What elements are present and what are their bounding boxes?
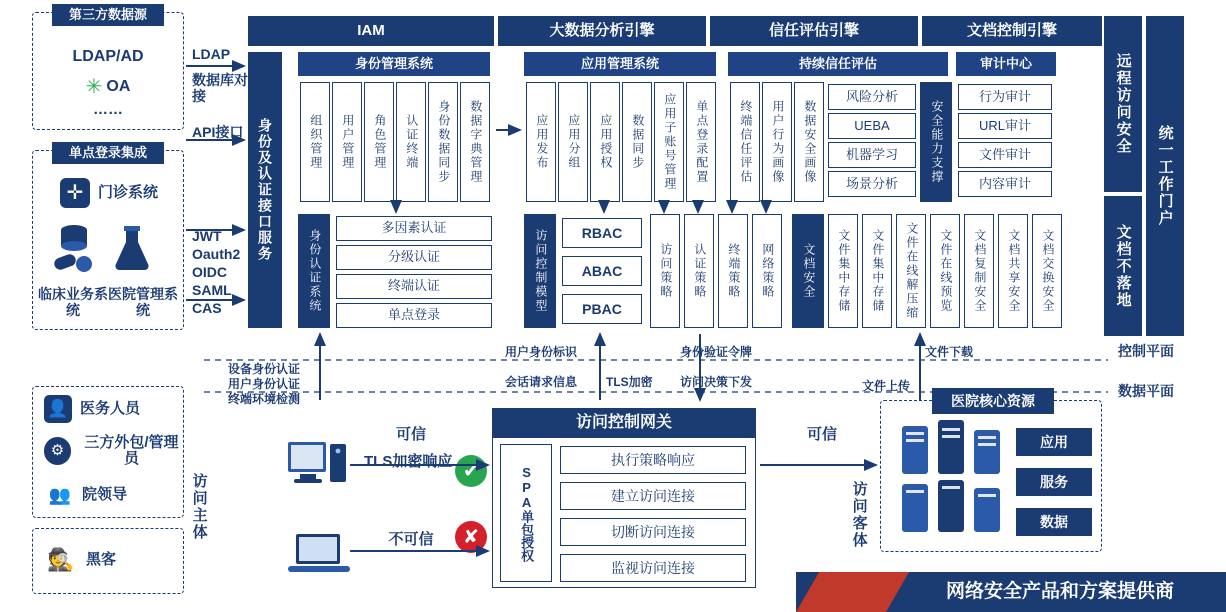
mid-label-env-check: [228, 390, 300, 407]
idm-item-5[interactable]: [460, 82, 490, 202]
third-party-item-more: [42, 100, 174, 120]
security-capability-support-label: 安全能力支撑: [929, 100, 944, 184]
app-item-label: 应用子账号管理: [662, 93, 677, 191]
app-item-label: 单点登录配置: [694, 100, 709, 184]
access-model-label-box: [524, 214, 556, 328]
oa-icon: ✳: [85, 75, 103, 98]
resource-service[interactable]: [1016, 468, 1092, 496]
app-item-label: 应用分组: [566, 114, 581, 170]
protocol-label: CAS: [192, 300, 222, 316]
control-plane-text: 控制平面: [1118, 343, 1174, 359]
third-party-source-title-label: 第三方数据源: [68, 6, 147, 22]
access-subject-title-label: 访问主体: [190, 473, 208, 541]
sso-item-hospital-mgmt: [108, 282, 178, 322]
policy-auth[interactable]: [684, 214, 714, 328]
gateway-item-label: 监视访问连接: [611, 559, 695, 576]
app-item-5[interactable]: [686, 82, 716, 202]
idm-item-1[interactable]: [332, 82, 362, 202]
idm-item-4[interactable]: [428, 82, 458, 202]
doc-item-0[interactable]: [828, 214, 858, 328]
outpatient-label: 门诊系统: [97, 184, 158, 202]
arrow-label-db: [192, 72, 250, 104]
access-model-item-label: RBAC: [581, 224, 623, 241]
app-item-label: 数据同步: [630, 114, 645, 170]
idm-item-3[interactable]: [396, 82, 426, 202]
doc-item-label: 文档共享安全: [1006, 229, 1021, 313]
hospital-cross-icon: ✛: [60, 178, 90, 208]
security-capability-support: [920, 82, 952, 202]
engine-label: 大数据分析引擎: [549, 22, 655, 40]
auth-system-label: 身份认证系统: [307, 229, 322, 313]
audit-item-3[interactable]: [958, 171, 1052, 197]
third-party-item-oa: [42, 74, 174, 100]
access-object-title-label: 访问客体: [850, 481, 868, 549]
app-item-0[interactable]: [526, 82, 556, 202]
protocol-label: JWT: [192, 228, 222, 244]
auth-sys-item-0[interactable]: [336, 216, 492, 241]
continuous-trust-title: [728, 52, 948, 76]
app-item-3[interactable]: [622, 82, 652, 202]
spa-authorization: [500, 444, 552, 582]
engine-doc: [922, 16, 1102, 46]
subject-hospital-leader: [44, 478, 174, 512]
data-plane-label: [1118, 381, 1174, 401]
gateway-item-0[interactable]: [560, 446, 746, 474]
gateway-item-label: 建立访问连接: [611, 487, 695, 504]
check-icon: ✔: [455, 455, 487, 487]
gateway-item-3[interactable]: [560, 554, 746, 582]
app-item-2[interactable]: [590, 82, 620, 202]
third-party-source-title: [52, 4, 164, 26]
auth-system-label-box: [298, 214, 330, 328]
trusted-label-2: [790, 425, 854, 445]
ldap-ad-label: LDAP/AD: [72, 47, 144, 65]
audit-center-title-label: 审计中心: [979, 55, 1032, 71]
idm-item-label: 数据字典管理: [468, 100, 483, 184]
sso-integration-title-label: 单点登录集成: [68, 144, 147, 160]
doc-item-label: 文件在线预览: [938, 229, 953, 313]
third-party-item-ldap: [42, 46, 174, 68]
mid-label-text: 终端环境检测: [228, 392, 301, 406]
user-gear-icon: ⚙: [44, 437, 71, 465]
subject-medical-staff: [44, 392, 174, 426]
audit-item-label: 行为审计: [978, 88, 1031, 104]
sso-icons-row: [50, 218, 170, 280]
access-object-title: [848, 460, 870, 570]
data-plane-text: 数据平面: [1118, 383, 1174, 399]
trust-analysis-label: 风险分析: [845, 88, 898, 104]
doc-no-landing: [1104, 196, 1142, 336]
server-rack-icons: [896, 420, 1012, 542]
identity-mgmt-title-label: 身份管理系统: [354, 55, 433, 71]
mid-label-download: [925, 343, 973, 360]
resource-label: 服务: [1040, 473, 1068, 490]
flask-icon: [112, 224, 152, 274]
doc-security-label-box: [792, 214, 824, 328]
auth-sys-item-1[interactable]: [336, 245, 492, 270]
idm-item-label: 组织管理: [308, 114, 323, 170]
banner-label: 网络安全产品和方案提供商: [945, 581, 1174, 603]
trust-col-label: 用户行为画像: [770, 100, 785, 184]
remote-access-security: [1104, 16, 1142, 192]
pills-icon: [52, 250, 96, 276]
auth-sys-item-2[interactable]: [336, 274, 492, 299]
unified-portal: [1146, 16, 1184, 336]
auth-sys-item-3[interactable]: [336, 303, 492, 328]
mid-label-text: TLS加密: [606, 375, 653, 389]
mid-label-text: 文件下载: [925, 345, 974, 359]
protocol-label: Oauth2: [192, 246, 241, 262]
audit-item-label: URL审计: [978, 117, 1031, 133]
untrusted-text: 不可信: [388, 531, 434, 549]
access-model-item-1[interactable]: [562, 256, 642, 286]
engine-label: IAM: [357, 22, 385, 40]
unified-portal-label: 统一工作门户: [1156, 125, 1174, 227]
mid-label-user-id: [505, 343, 577, 360]
doc-item-2[interactable]: [896, 214, 926, 328]
mid-label-decision: [680, 373, 752, 390]
policy-access[interactable]: [650, 214, 680, 328]
mid-label-upload: [862, 377, 910, 394]
auth-sys-item-label: 终端认证: [387, 278, 440, 294]
audit-item-1[interactable]: [958, 113, 1052, 139]
access-gateway-title-label: 访问控制网关: [575, 413, 672, 431]
control-plane-label: [1118, 341, 1174, 361]
doc-no-landing-label: 文档不落地: [1114, 223, 1132, 309]
subject-label: 医务人员: [80, 400, 141, 418]
protocol-oauth2: [192, 246, 240, 262]
sso-integration-title: [52, 142, 164, 164]
doc-item-label: 文件在线解压缩: [904, 222, 919, 320]
app-mgmt-title-label: 应用管理系统: [580, 55, 659, 71]
trusted-text: 可信: [806, 426, 837, 444]
trust-analysis-label: UEBA: [854, 117, 890, 133]
audit-item-label: 文件审计: [978, 146, 1031, 162]
app-item-1[interactable]: [558, 82, 588, 202]
protocol-jwt: [192, 228, 222, 244]
mid-label-token: [680, 343, 752, 360]
continuous-trust-title-label: 持续信任评估: [798, 55, 877, 71]
spa-label: SPA单包授权: [519, 464, 535, 562]
subject-outsourcing-admin: [44, 430, 184, 472]
gateway-item-label: 切断访问连接: [611, 523, 695, 540]
policy-terminal[interactable]: [718, 214, 748, 328]
mid-label-text: 身份验证令牌: [680, 345, 753, 359]
mid-label-text: 文件上传: [862, 379, 911, 393]
trusted-label-1: [376, 425, 446, 445]
remote-access-security-label: 远程访问安全: [1114, 53, 1132, 155]
auth-sys-item-label: 多因素认证: [381, 220, 447, 236]
trust-analysis-3[interactable]: [828, 171, 916, 197]
group-users-icon: 👥: [48, 484, 72, 505]
core-resource-title: [932, 388, 1054, 414]
doc-item-1[interactable]: [862, 214, 892, 328]
resource-label: 数据: [1040, 513, 1068, 530]
api-arrow-label: API接口: [192, 124, 244, 140]
app-item-label: 应用发布: [534, 114, 549, 170]
laptop-icon: [288, 530, 350, 578]
resource-app[interactable]: [1016, 428, 1092, 456]
access-model-label: 访问控制模型: [533, 229, 548, 313]
desktop-icon: [288, 438, 350, 490]
resource-label: 应用: [1040, 433, 1068, 450]
access-model-item-0[interactable]: [562, 218, 642, 248]
engine-bigdata: [498, 16, 706, 46]
app-item-label: 应用授权: [598, 114, 613, 170]
auth-interface-service: [248, 52, 282, 328]
doc-security-label: 文档安全: [801, 243, 816, 299]
hacker-label: 黑客: [86, 551, 117, 569]
mid-label-text: 设备身份认证: [228, 362, 301, 376]
trust-analysis-0[interactable]: [828, 84, 916, 110]
access-model-item-label: PBAC: [582, 300, 622, 317]
arrow-label-ldap: [192, 46, 230, 62]
access-model-item-2[interactable]: [562, 294, 642, 324]
idm-item-0[interactable]: [300, 82, 330, 202]
doc-item-3[interactable]: [930, 214, 960, 328]
mid-label-text: 用户身份标识: [505, 345, 578, 359]
engine-label: 文档控制引擎: [966, 22, 1057, 40]
ldap-arrow-label: LDAP: [192, 46, 231, 62]
gateway-item-label: 执行策略响应: [611, 451, 695, 468]
trust-col-label: 终端信任评估: [738, 100, 753, 184]
trust-analysis-label: 机器学习: [845, 146, 898, 162]
mid-label-text: 会话请求信息: [505, 375, 578, 389]
hacker-row: [44, 540, 174, 580]
trust-col-user[interactable]: [762, 82, 792, 202]
protocol-label: OIDC: [192, 264, 227, 280]
trust-analysis-1[interactable]: [828, 113, 916, 139]
gateway-item-1[interactable]: [560, 482, 746, 510]
audit-center-title: [956, 52, 1056, 76]
hospital-mgmt-label: 医院管理系统: [108, 285, 178, 318]
policy-network[interactable]: [752, 214, 782, 328]
app-item-4[interactable]: [654, 82, 684, 202]
trust-col-terminal[interactable]: [730, 82, 760, 202]
doc-item-label: 文件集中存储: [870, 229, 885, 313]
doc-item-4[interactable]: [964, 214, 994, 328]
trust-analysis-label: 场景分析: [845, 175, 898, 191]
protocol-saml: [192, 282, 232, 298]
idm-item-label: 用户管理: [340, 114, 355, 170]
access-subject-title: [188, 452, 210, 562]
core-resource-title-label: 医院核心资源: [951, 392, 1035, 409]
engine-label: 信任评估引擎: [768, 22, 859, 40]
resource-data[interactable]: [1016, 508, 1092, 536]
policy-label: 访问策略: [658, 243, 673, 299]
policy-label: 终端策略: [726, 243, 741, 299]
idm-item-2[interactable]: [364, 82, 394, 202]
banner-text: [900, 572, 1220, 612]
db-arrow-label: 数据库对接: [192, 72, 248, 105]
arrow-label-api: [192, 122, 243, 142]
hacker-icon: 🕵: [47, 547, 75, 573]
subject-label: 院领导: [82, 486, 128, 504]
audit-item-0[interactable]: [958, 84, 1052, 110]
idm-item-label: 认证终端: [404, 114, 419, 170]
more-label: ……: [93, 101, 123, 119]
sso-item-outpatient: [44, 176, 174, 210]
doc-item-label: 文档复制安全: [972, 229, 987, 313]
engine-iam: [248, 16, 494, 46]
protocol-cas: [192, 300, 222, 316]
policy-label: 网络策略: [760, 243, 775, 299]
sso-item-clinical: [38, 282, 108, 322]
doc-item-6[interactable]: [1032, 214, 1062, 328]
engine-trust: [710, 16, 918, 46]
doc-item-label: 文件集中存储: [836, 229, 851, 313]
person-badge-icon: 👤: [44, 395, 72, 423]
mid-label-text: 访问决策下发: [680, 375, 753, 389]
cross-icon: ✘: [455, 521, 487, 553]
app-mgmt-title: [524, 52, 716, 76]
auth-interface-service-label: 身份及认证接口服务: [257, 118, 274, 262]
policy-label: 认证策略: [692, 243, 707, 299]
access-gateway-title: [492, 408, 756, 438]
mid-label-tls: [606, 373, 653, 390]
protocol-oidc: [192, 264, 227, 280]
mid-label-session: [505, 373, 577, 390]
audit-item-label: 内容审计: [978, 175, 1031, 191]
mid-label-text: 用户身份认证: [228, 377, 301, 391]
trust-analysis-2[interactable]: [828, 142, 916, 168]
oa-label: OA: [106, 77, 131, 95]
idm-item-label: 角色管理: [372, 114, 387, 170]
doc-item-label: 文档交换安全: [1040, 229, 1055, 313]
doc-item-5[interactable]: [998, 214, 1028, 328]
trust-col-data[interactable]: [794, 82, 824, 202]
trust-col-label: 数据安全画像: [802, 100, 817, 184]
trusted-text: 可信: [395, 426, 426, 444]
identity-mgmt-title: [298, 52, 490, 76]
subject-label: 三方外包/管理员: [84, 433, 179, 467]
audit-item-2[interactable]: [958, 142, 1052, 168]
idm-item-label: 身份数据同步: [436, 100, 451, 184]
clinical-system-label: 临床业务系统: [38, 285, 108, 318]
auth-sys-item-label: 单点登录: [387, 307, 440, 323]
access-model-item-label: ABAC: [581, 262, 623, 279]
auth-sys-item-label: 分级认证: [387, 249, 440, 265]
untrusted-label: [376, 530, 446, 550]
gateway-item-2[interactable]: [560, 518, 746, 546]
tls-encrypt-response-label: [364, 452, 454, 472]
protocol-label: SAML: [192, 282, 232, 298]
tls-text: TLS加密响应: [364, 453, 453, 470]
